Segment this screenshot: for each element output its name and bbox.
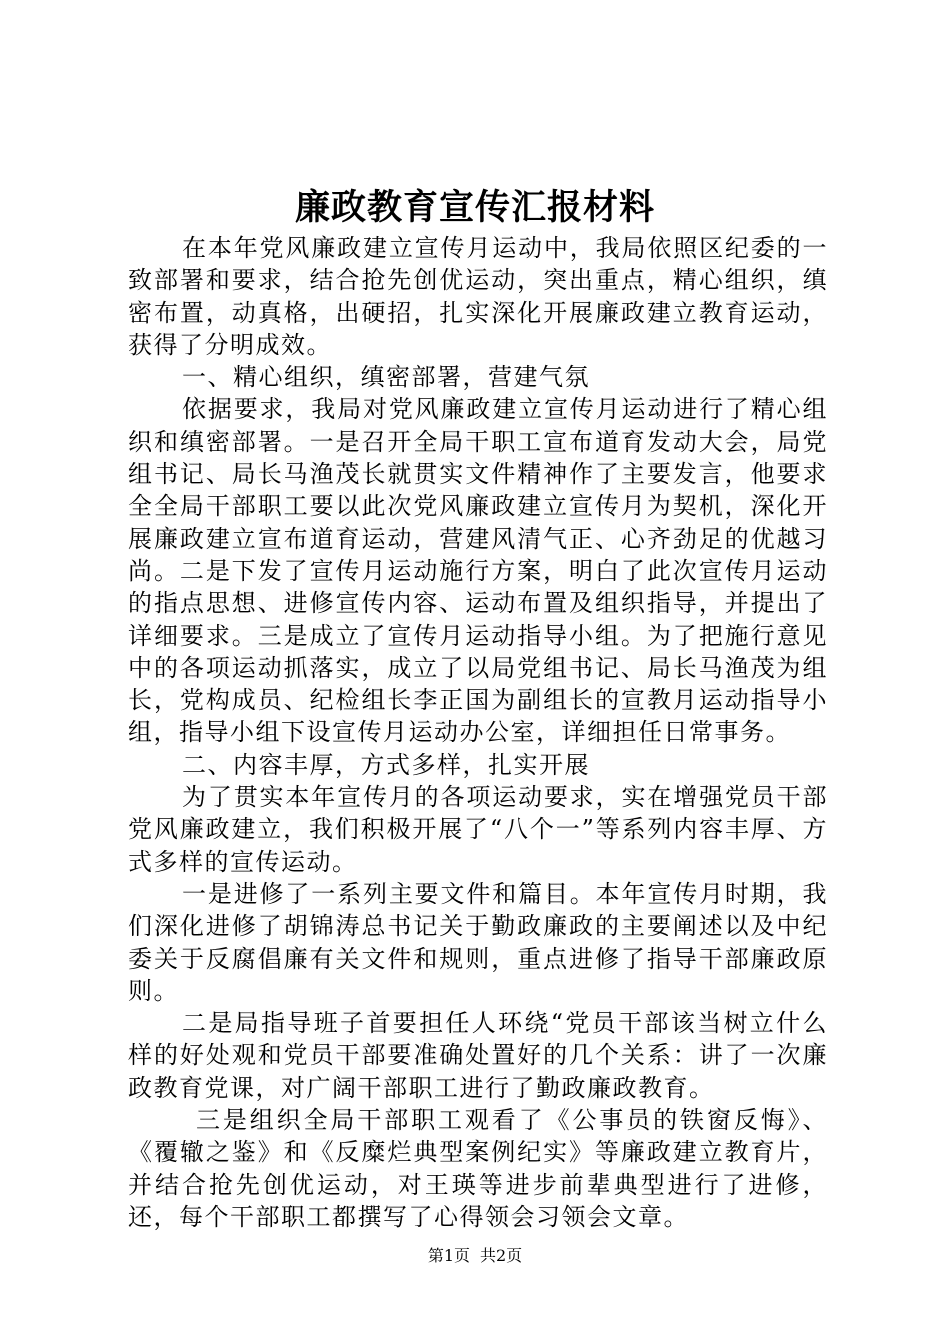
section-heading-1: 一、精心组织，缜密部署，营建气氛 [182,363,590,392]
page-total: 共2页 [480,1246,523,1265]
paragraph-section-2: 为了贯实本年宣传月的各项运动要求，实在增强党员干部党风廉政建立，我们积极开展了“八个一”等系列内容丰厚、方式多样的宣传运动。 [128,783,828,876]
section-heading-2: 二、内容丰厚，方式多样，扎实开展 [182,750,590,779]
paragraph-section-1: 依据要求，我局对党风廉政建立宣传月运动进行了精心组织和缜密部署。一是召开全局干职工宣布道育发动大会，局党组书记、局长马渔茂长就贯实文件精神作了主要发言，他要求全全局干部职工要以此次党风廉政建立宣传月为契机，深化开展廉政建立宣布道育运动，营建风清气正、心齐劲足的优越习尚。二是下发了宣传月运动施行方案，明白了此次宣传月运动的指点思想、进修宣传内容、运动布置及组织指导，并提出了详细要求。三是成立了宣传月运动指导小组。为了把施行意见中的各项运动抓落实，成立了以局党组书记、局长马渔茂为组长，党构成员、纪检组长李正国为副组长的宣教月运动指导小组，指导小组下设宣传月运动办公室，详细担任日常事务。 [128,395,828,747]
paragraph-item-2: 二是局指导班子首要担任人环绕“党员干部该当树立什么样的好处观和党员干部要准确处置好的几个关系：讲了一次廉政教育党课，对广阔干部职工进行了勤政廉政教育。 [128,1009,828,1102]
document-body [128,232,828,1233]
paragraph-item-3: 三是组织全局干部职工观看了《公事员的铁窗反悔》、《覆辙之鉴》和《反糜烂典型案例纪实》等廉政建立教育片，并结合抢先创优运动，对王瑛等进步前辈典型进行了进修，还，每个干部职工都撰写了心得领会习领会文章。 [128,1106,828,1231]
paragraph-intro: 在本年党风廉政建立宣传月运动中，我局依照区纪委的一致部署和要求，结合抢先创优运动，突出重点，精心组织，缜密布置，动真格，出硬招，扎实深化开展廉政建立教育运动，获得了分明成效。 [128,234,828,359]
page-number: 第1页 [427,1246,470,1265]
page-footer [0,1246,950,1266]
paragraph-item-1: 一是进修了一系列主要文件和篇目。本年宣传月时期，我们深化进修了胡锦涛总书记关于勤政廉政的主要阐述以及中纪委关于反腐倡廉有关文件和规则，重点进修了指导干部廉政原则。 [128,879,828,1005]
document-title: 廉政教育宣传汇报材料 [294,187,655,228]
